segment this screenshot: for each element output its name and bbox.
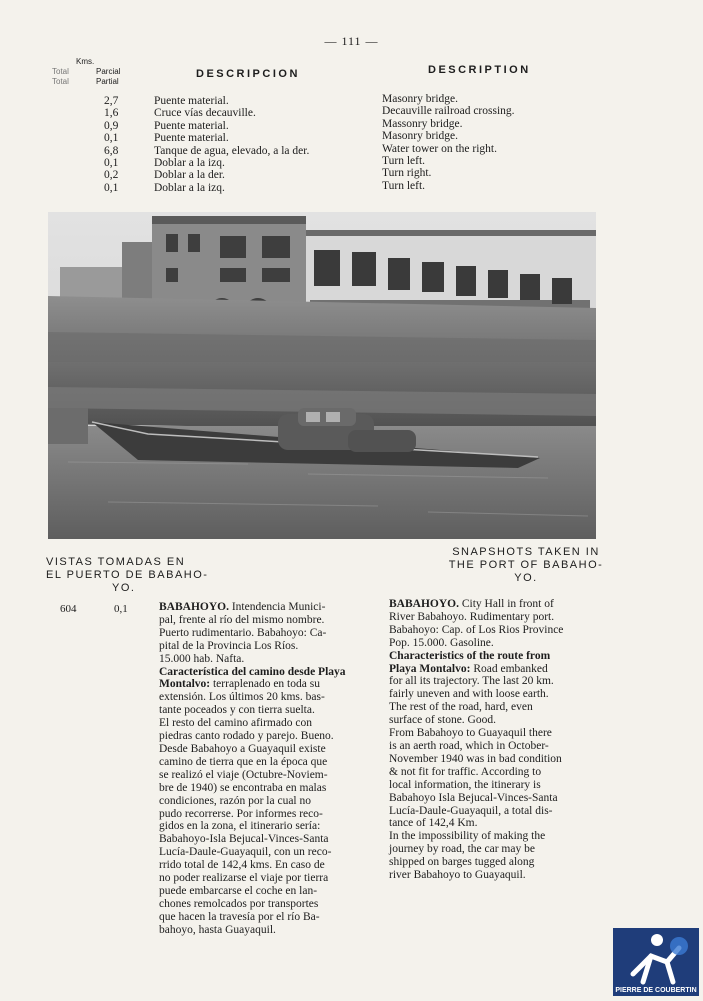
route-km: 1,6: [104, 107, 119, 120]
route-desc-es: Cruce vías decauville.: [154, 107, 256, 120]
route-row: [96, 179, 566, 194]
route-km: 0,2: [104, 169, 119, 182]
text-line: 15.000 hab. Nafta.: [159, 652, 245, 665]
text-line: fairly uneven and with loose earth.: [389, 688, 549, 701]
text-line: shipped on barges tugged along: [389, 856, 535, 869]
kms-label: Kms.: [76, 57, 95, 66]
text-line: pudo recorrerse. Por informes reco-: [159, 807, 323, 820]
route-km: 0,1: [104, 156, 119, 169]
pierre-de-coubertin-logo: [613, 928, 699, 996]
text-line: Babahoyo Isla Bejucal-Vinces-Santa: [389, 791, 558, 804]
route-desc-es: Tanque de agua, elevado, a la der.: [154, 144, 310, 157]
route-desc-en: Decauville railroad crossing.: [382, 105, 515, 118]
text-line: From Babahoyo to Guayaquil there: [389, 727, 552, 740]
text-line: no poder realizarse el viaje por tierra: [159, 872, 329, 885]
column-title-en: DESCRIPTION: [428, 64, 531, 76]
route-row: [96, 154, 566, 169]
route-km: 0,1: [104, 181, 119, 194]
caption-line: VISTAS TOMADAS EN: [46, 556, 186, 568]
entry-total-km: 604: [60, 603, 77, 615]
route-desc-es: Puente material.: [154, 95, 229, 107]
text-line: pal, frente al río del mismo nombre.: [159, 613, 325, 626]
subheading-en: Playa Montalvo:: [389, 662, 471, 675]
route-km: 0,9: [104, 119, 119, 132]
route-table: [96, 95, 566, 194]
port-photograph-drawing: [48, 212, 596, 539]
text-line: bahoyo, hasta Guayaquil.: [159, 923, 276, 936]
subheading-en: Characteristics of the route from: [389, 649, 551, 662]
text-line: Lucía-Daule-Guayaquil, a total dis-: [389, 804, 553, 817]
text-line: terraplenado en toda su: [210, 678, 320, 691]
entry-text-en: [389, 598, 601, 882]
route-km: 6,8: [104, 144, 119, 157]
text-line: local information, the itinerary is: [389, 778, 541, 791]
column-title-es: DESCRIPCION: [196, 68, 300, 80]
route-desc-en: Massonry bridge.: [382, 117, 463, 130]
photo-caption-es: [46, 556, 216, 595]
text-line: puede embarcarse el coche en lan-: [159, 884, 318, 897]
caption-line: THE PORT OF BABAHO-: [448, 559, 604, 571]
text-line: Babahoyo-Isla Bejucal-Vinces-Santa: [159, 833, 329, 846]
text-line: & not fit for traffic. According to: [389, 765, 542, 778]
total-label-en: Total: [52, 77, 69, 86]
entry-title-en: BABAHOYO.: [389, 598, 459, 610]
text-line: Puerto rudimentario. Babahoyo: Ca-: [159, 626, 327, 639]
route-desc-en: Turn left.: [382, 154, 426, 167]
entry-title-es: BABAHOYO.: [159, 601, 229, 613]
port-photograph: [48, 212, 596, 539]
route-desc-es: Puente material.: [154, 132, 229, 145]
route-km: 0,1: [104, 132, 119, 145]
route-desc-en: Masonry bridge.: [382, 130, 459, 143]
text-line: extensión. Los últimos 20 kms. bas-: [159, 691, 325, 704]
text-line: Desde Babahoyo a Guayaquil existe: [159, 742, 326, 755]
text-line: que hacen la travesía por el río Ba-: [159, 910, 320, 923]
text-line: River Babahoyo. Rudimentary port.: [389, 610, 555, 623]
text-line: journey by road, the car may be: [389, 843, 535, 856]
subheading-es: Montalvo:: [159, 678, 211, 691]
partial-label-es: Parcial: [96, 67, 121, 76]
text-line: bre de 1940) se encontraba en malas: [159, 781, 327, 794]
entry-partial-km: 0,1: [114, 603, 128, 615]
text-line: tance of 142,4 Km.: [389, 817, 478, 830]
route-row: [96, 169, 566, 181]
runner-icon: [613, 928, 699, 996]
route-desc-es: Doblar a la izq.: [154, 156, 225, 169]
text-line: piedras canto rodado y parejo. Bueno.: [159, 730, 334, 743]
text-line: rrido total de 142,4 kms. En caso de: [159, 859, 325, 872]
text-line: condiciones, razón por la cual no: [159, 794, 311, 807]
route-desc-en: Turn right.: [382, 167, 432, 180]
text-line: In the impossibility of making the: [389, 830, 546, 843]
logo-text: PIERRE DE COUBERTIN: [615, 987, 697, 994]
entry-text-es: [159, 601, 372, 937]
caption-line: SNAPSHOTS TAKEN IN: [452, 546, 600, 558]
route-km: 2,7: [104, 95, 119, 107]
text-line: camino de tierra que en la época que: [159, 755, 328, 768]
text-line: Pop. 15.000. Gasoline.: [389, 636, 494, 649]
subheading-es: Característica del camino desde Playa: [159, 665, 346, 678]
text-line: se realizó el viaje (Octubre-Noviem-: [159, 768, 328, 781]
route-desc-en: Turn left.: [382, 179, 426, 192]
text-line: river Babahoyo to Guayaquil.: [389, 869, 526, 882]
text-line: tante poceados y con tierra suelta.: [159, 704, 315, 717]
text-line: The rest of the road, hard, even: [389, 701, 533, 714]
caption-line: YO.: [514, 572, 538, 584]
total-label-es: Total: [52, 67, 69, 76]
route-row: [96, 142, 566, 157]
route-desc-es: Doblar a la der.: [154, 169, 225, 182]
text-line: surface of stone. Good.: [389, 714, 496, 727]
route-row: [96, 117, 566, 132]
text-line: chones remolcados por transportes: [159, 897, 319, 910]
route-desc-en: Masonry bridge.: [382, 93, 459, 105]
text-line: Babahoyo: Cap. of Los Rios Province: [389, 623, 564, 636]
route-row: [96, 107, 566, 119]
text-line: City Hall in front of: [458, 598, 554, 610]
text-line: Road embanked: [470, 662, 548, 675]
text-line: for all its trajectory. The last 20 km.: [389, 675, 554, 688]
page-number: — 111 —: [324, 34, 379, 48]
text-line: El resto del camino afirmado con: [159, 717, 312, 730]
text-line: November 1940 was in bad condition: [389, 752, 562, 765]
kms-header: [52, 57, 142, 87]
text-line: Intendencia Munici-: [228, 601, 326, 613]
route-desc-en: Water tower on the right.: [382, 142, 497, 155]
text-line: gidos en la zona, el itinerario sería:: [159, 820, 321, 833]
caption-line: YO.: [112, 582, 136, 594]
caption-line: EL PUERTO DE BABAHO-: [46, 569, 209, 581]
text-line: is an aerth road, which in October-: [389, 739, 549, 752]
partial-label-en: Partial: [96, 77, 119, 86]
route-desc-es: Doblar a la izq.: [154, 181, 225, 194]
text-line: pital de la Provincia Los Ríos.: [159, 639, 299, 652]
text-line: Lucía-Daule-Guayaquil, con un reco-: [159, 846, 332, 859]
photo-caption-en: [446, 546, 606, 585]
route-desc-es: Puente material.: [154, 119, 229, 132]
